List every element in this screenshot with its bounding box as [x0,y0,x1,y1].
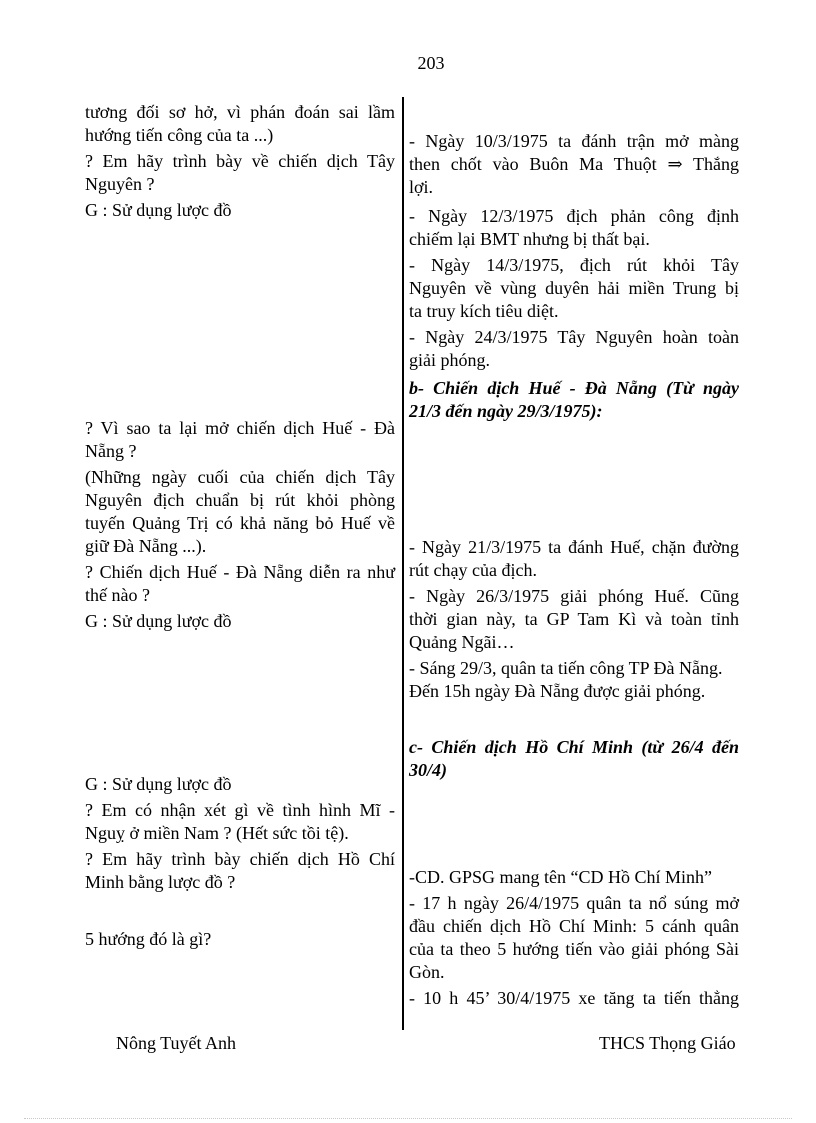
right-text-line: - 17 h ngày 26/4/1975 quân ta nổ súng mở [409,893,739,913]
left-text-line: Nẵng ? [85,441,137,461]
right-text-line: then chốt vào Buôn Ma Thuột ⇒ Thắng [409,154,739,174]
left-text-line: Nguyên địch chuẩn bị rút khỏi phòng [85,490,395,510]
left-text-line: tương đối sơ hở, vì phán đoán sai lầm [85,102,395,122]
column-divider [402,97,404,1030]
right-text-line: chiếm lại BMT nhưng bị thất bại. [409,229,650,249]
left-text-line: (Những ngày cuối của chiến dịch Tây [85,467,395,487]
page-number: 203 [417,53,445,73]
left-text-line: thế nào ? [85,585,150,605]
right-text-line: - Ngày 24/3/1975 Tây Nguyên hoàn toàn [409,327,739,347]
question-my-nguy: ? Em có nhận xét gì về tình hình Mĩ - [85,800,395,820]
right-text-line: - Ngày 21/3/1975 ta đánh Huế, chặn đường [409,537,739,557]
right-text-line: thời gian này, ta GP Tam Kì và toàn tỉnh [409,609,739,629]
section-heading-c: c- Chiến dịch Hồ Chí Minh (từ 26/4 đến [409,737,739,757]
right-text-line: đầu chiến dịch Hồ Chí Minh: 5 cánh quân [409,916,739,936]
teacher-note: G : Sử dụng lược đồ [85,200,232,220]
right-text-line: - 10 h 45’ 30/4/1975 xe tăng ta tiến thẳng [409,988,739,1008]
right-text-line: Quảng Ngãi… [409,632,515,652]
left-text-line: giữ Đà Nẵng ...). [85,536,207,556]
right-text-line: - Ngày 26/3/1975 giải phóng Huế. Cũng [409,586,739,606]
footer-author: Nông Tuyết Anh [116,1033,237,1053]
question-hue-da-nang: ? Vì sao ta lại mở chiến dịch Huế - Đà [85,418,395,438]
left-text-line: hướng tiến công của ta ...) [85,125,274,145]
right-text-line: giải phóng. [409,350,490,370]
right-text-line: của ta theo 5 hướng tiến vào giải phóng Sài [409,939,739,959]
question-five-directions: 5 hướng đó là gì? [85,929,212,949]
left-text-line: Nguyên ? [85,174,155,194]
right-text-line: lợi. [409,177,434,197]
right-text-line: Gòn. [409,962,445,982]
teacher-note: G : Sử dụng lược đồ [85,774,232,794]
right-text-line: - Ngày 14/3/1975, địch rút khỏi Tây [409,255,739,275]
right-text-line: -CD. GPSG mang tên “CD Hồ Chí Minh” [409,867,712,887]
right-text-line: - Sáng 29/3, quân ta tiến công TP Đà Nẵng. [409,658,723,678]
question-ho-chi-minh: ? Em hãy trình bày chiến dịch Hồ Chí [85,849,395,869]
right-text-line: ta truy kích tiêu diệt. [409,301,559,321]
left-text-line: Minh bằng lược đồ ? [85,872,236,892]
right-text-line: - Ngày 12/3/1975 địch phản công định [409,206,739,226]
right-text-line: Nguyên về vùng duyên hải miền Trung bị [409,278,739,298]
section-heading-b: b- Chiến dịch Huế - Đà Nẵng (Từ ngày [409,378,739,398]
question-hue-da-nang-progress: ? Chiến dịch Huế - Đà Nẵng diễn ra như [85,562,395,582]
question-tay-nguyen: ? Em hãy trình bày về chiến dịch Tây [85,151,395,171]
right-text-line: Đến 15h ngày Đà Nẵng được giải phóng. [409,681,706,701]
left-text-line: Nguỵ ở miền Nam ? (Hết sức tồi tệ). [85,823,349,843]
page-bottom-rule [24,1118,792,1119]
right-text-line: - Ngày 10/3/1975 ta đánh trận mở màng [409,131,739,151]
section-heading-b: 21/3 đến ngày 29/3/1975): [409,401,603,421]
section-heading-c: 30/4) [409,760,447,780]
right-text-line: rút chạy của địch. [409,560,537,580]
teacher-note: G : Sử dụng lược đồ [85,611,232,631]
footer-school: THCS Thọng Giáo [599,1033,736,1053]
left-text-line: tuyến Quảng Trị có khả năng bỏ Huế về [85,513,395,533]
